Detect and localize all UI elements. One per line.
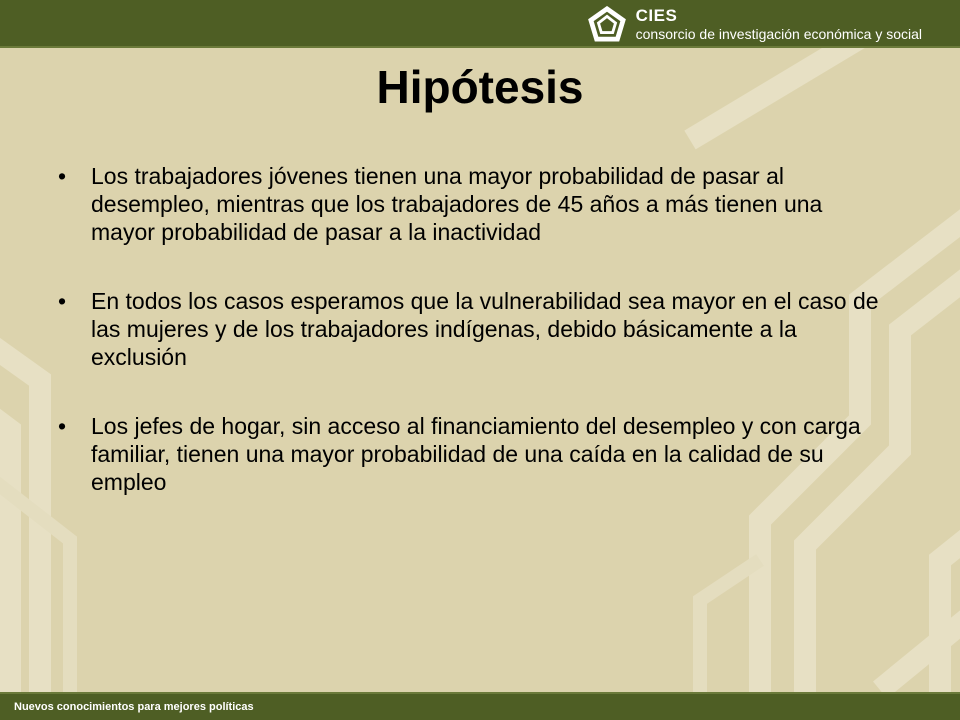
bullet-list: [58, 162, 888, 537]
footer-slogan: Nuevos conocimientos para mejores políticas: [14, 701, 254, 713]
header-bar: [0, 0, 960, 48]
bullet-text: Los trabajadores jóvenes tienen una mayor probabilidad de pasar al desempleo, mientras que los trabajadores de 45 años a más tienen una mayor probabilidad de pasar a la inactividad: [91, 163, 823, 245]
bullet-text: En todos los casos esperamos que la vulnerabilidad sea mayor en el caso de las mujeres y de los trabajadores indígenas, debido básicamente a la exclusión: [91, 288, 879, 370]
pentagon-logo-icon: [588, 6, 626, 42]
bullet-item: [58, 287, 888, 371]
bullet-marker: •: [58, 413, 67, 439]
bullet-item: [58, 412, 888, 496]
bullet-marker: •: [58, 163, 67, 189]
footer-bar: [0, 692, 960, 720]
cies-logo: [588, 6, 922, 42]
bullet-text: Los jefes de hogar, sin acceso al financiamiento del desempleo y con carga familiar, tienen una mayor probabilidad de una caída en la calidad de su empleo: [91, 413, 861, 495]
logo-acronym: CIES: [635, 6, 678, 25]
bullet-marker: •: [58, 288, 67, 314]
bullet-item: [58, 162, 888, 246]
slide-title: Hipótesis: [376, 61, 584, 113]
logo-full-name: consorcio de investigación económica y social: [635, 26, 922, 42]
